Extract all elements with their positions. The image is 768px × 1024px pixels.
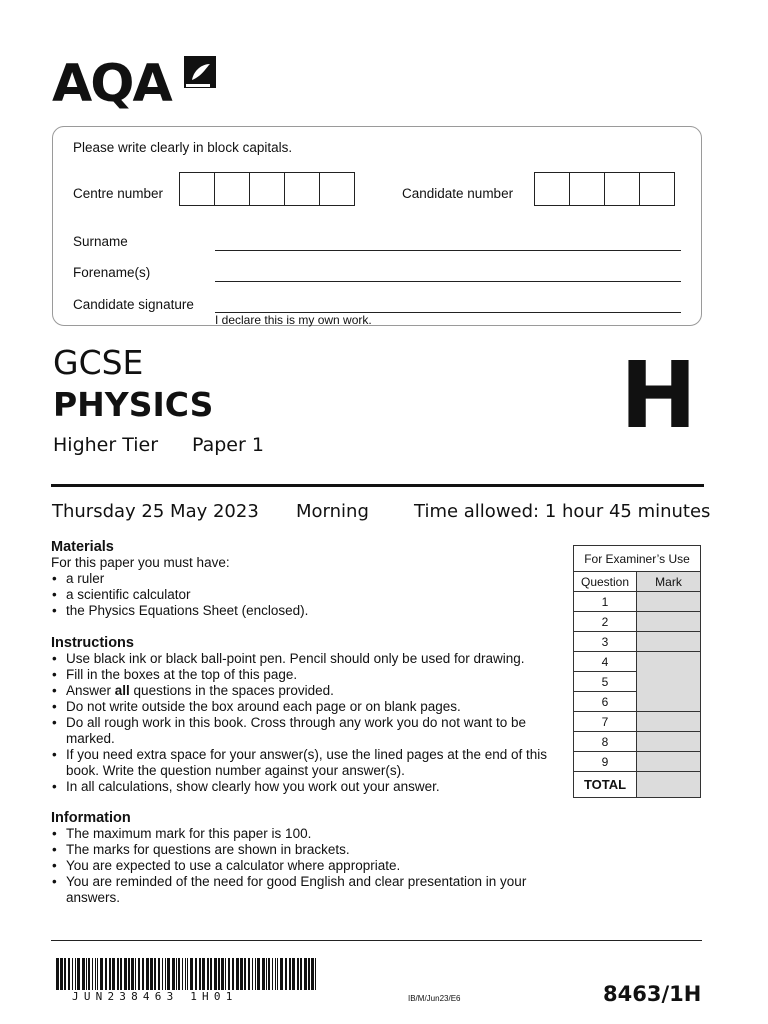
centre-digit-box[interactable]: [179, 172, 215, 206]
list-item: • a scientific calculator: [51, 587, 551, 603]
aqa-logo: AQA: [52, 54, 171, 114]
list-item: • You are reminded of the need for good English and clear presentation in your answers.: [51, 874, 531, 906]
materials-intro: For this paper you must have:: [51, 555, 230, 570]
total-label: TOTAL: [574, 772, 637, 798]
mark-cell: [637, 612, 701, 632]
mark-cell: [637, 752, 701, 772]
mark-cell: [637, 652, 701, 712]
question-number: 6: [574, 692, 637, 712]
examiner-use-table: [573, 545, 701, 798]
materials-title: Materials: [51, 539, 114, 555]
heading-divider: [51, 484, 704, 487]
list-item: • You are expected to use a calculator where appropriate.: [51, 858, 531, 874]
mark-cell: [637, 592, 701, 612]
time-allowed: Time allowed: 1 hour 45 minutes: [414, 501, 711, 522]
centre-number-boxes[interactable]: [180, 172, 355, 206]
candidate-number-boxes[interactable]: [535, 172, 675, 206]
barcode-text: JUN238463 1H01: [72, 990, 238, 1003]
candidate-details-box: [52, 126, 702, 326]
question-number: 2: [574, 612, 637, 632]
signature-label: Candidate signature: [73, 297, 194, 312]
aqa-leaf-logo-icon: [182, 54, 218, 90]
list-item: • Use black ink or black ball-point pen. Pencil should only be used for drawing.: [51, 651, 554, 667]
mark-cell: [637, 632, 701, 652]
list-item: • If you need extra space for your answer(s), use the lined pages at the end of this book. Write the question number against your answer(s).: [51, 747, 554, 779]
question-number: 5: [574, 672, 637, 692]
question-number: 1: [574, 592, 637, 612]
list-item: • In all calculations, show clearly how you work out your answer.: [51, 779, 554, 795]
footer-divider: [51, 940, 702, 941]
list-item: • The maximum mark for this paper is 100.: [51, 826, 531, 842]
candidate-digit-box[interactable]: [569, 172, 605, 206]
barcode-icon: [56, 958, 318, 990]
candidate-number-label: Candidate number: [402, 186, 514, 201]
candidate-digit-box[interactable]: [534, 172, 570, 206]
question-number: 3: [574, 632, 637, 652]
forename-label: Forename(s): [73, 265, 151, 280]
list-item: • Do not write outside the box around each page or on blank pages.: [51, 699, 554, 715]
centre-digit-box[interactable]: [214, 172, 250, 206]
candidate-digit-box[interactable]: [639, 172, 675, 206]
list-item: • The marks for questions are shown in brackets.: [51, 842, 531, 858]
paper-code: 8463/1H: [603, 982, 702, 1006]
exam-session: Morning: [296, 501, 369, 522]
centre-number-label: Centre number: [73, 186, 164, 201]
question-number: 7: [574, 712, 637, 732]
surname-field[interactable]: [215, 250, 681, 251]
block-capitals-instruction: Please write clearly in block capitals.: [73, 140, 293, 155]
list-item: • a ruler: [51, 571, 551, 587]
examiner-table-title: For Examiner’s Use: [574, 546, 701, 572]
answer-all-instruction: Answer all questions in the spaces provided.: [66, 683, 334, 698]
question-number: 9: [574, 752, 637, 772]
total-mark-cell: [637, 772, 701, 798]
centre-digit-box[interactable]: [284, 172, 320, 206]
qualification-title: GCSE: [53, 343, 144, 382]
materials-section: [51, 539, 551, 619]
list-item: • Fill in the boxes at the top of this page.: [51, 667, 554, 683]
question-column-header: Question: [574, 572, 637, 592]
declaration-text: I declare this is my own work.: [215, 313, 372, 327]
paper-label: Paper 1: [192, 434, 264, 456]
forename-field[interactable]: [215, 281, 681, 282]
candidate-digit-box[interactable]: [604, 172, 640, 206]
mark-cell: [637, 732, 701, 752]
list-item: [51, 683, 554, 699]
centre-digit-box[interactable]: [319, 172, 355, 206]
list-item: • the Physics Equations Sheet (enclosed).: [51, 603, 551, 619]
instructions-section: [51, 635, 554, 795]
instructions-title: Instructions: [51, 635, 134, 651]
information-section: [51, 810, 531, 906]
exam-date: Thursday 25 May 2023: [52, 501, 259, 522]
subject-title: PHYSICS: [53, 385, 214, 424]
tier-label: Higher Tier: [53, 434, 159, 456]
centre-digit-box[interactable]: [249, 172, 285, 206]
document-reference: IB/M/Jun23/E6: [408, 994, 461, 1003]
surname-label: Surname: [73, 234, 128, 249]
mark-cell: [637, 712, 701, 732]
list-item: • Do all rough work in this book. Cross through any work you do not want to be marked.: [51, 715, 554, 747]
tier-letter: H: [620, 342, 697, 449]
question-number: 4: [574, 652, 637, 672]
mark-column-header: Mark: [637, 572, 701, 592]
question-number: 8: [574, 732, 637, 752]
information-title: Information: [51, 810, 131, 826]
